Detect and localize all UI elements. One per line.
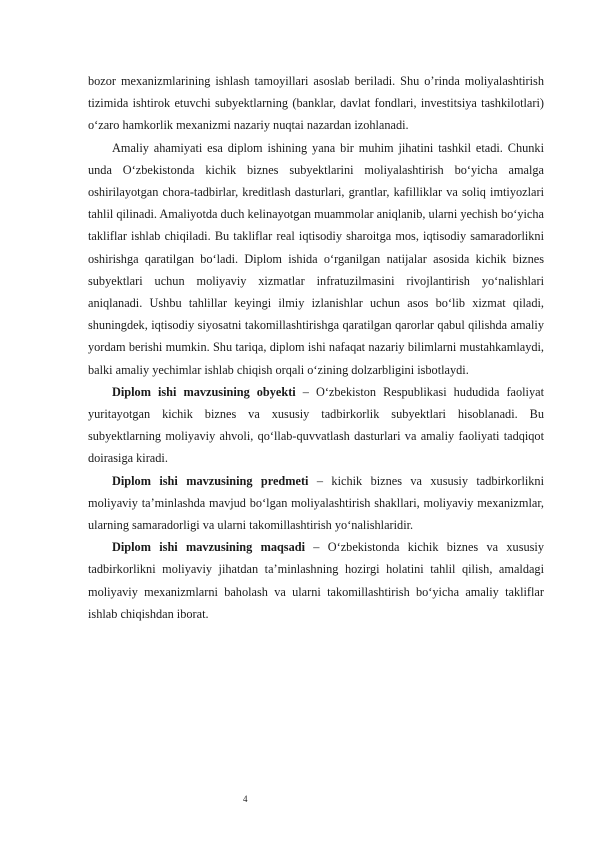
paragraph-goal bbox=[88, 536, 544, 625]
paragraph-practical-significance bbox=[88, 137, 544, 381]
paragraph-text: – O‘zbekistonda kichik biznes va xususiy tadbirkorlikni moliyaviy jihatdan ta’minlashning hozirgi holatini tahlil qilish, amaldagi moliyaviy mexanizmlarni baholash va ularni takomillashtirish bo‘yicha amaliy takliflar ishlab chiqishdan iborat. bbox=[88, 540, 544, 621]
paragraph-object bbox=[88, 381, 544, 470]
paragraph-text: Amaliy ahamiyati esa diplom ishining yana bir muhim jihatini tashkil etadi. Chunki unda O‘zbekistonda kichik biznes subyektlarini moliyalashtirish bo‘yicha amalga oshirilayotgan chora-tadbirlar, kreditlash dasturlari, grantlar, kafilliklar va soliq imtiyozlari tahlil qilinadi. Amaliyotda duch kelinayotgan muammolar aniqlanib, ularni yechish bo‘yicha takliflar ishlab chiqiladi. Bu takliflar real iqtisodiy sharoitga mos, iqtisodiy samaradorlikni oshirishga qaratilgan bo‘ladi. Diplom ishida o‘rganilgan natijalar asosida kichik biznes subyektlari uchun moliyaviy xizmatlar infratuzilmasini rivojlantirish yo‘nalishlari aniqlanadi. Ushbu tahlillar keyingi ilmiy izlanishlar uchun asos bo‘lib xizmat qiladi, shuningdek, iqtisodiy siyosatni takomillashtirishga qaratilgan qarorlar qabul qilishda amaliy yordam berishi mumkin. Shu tariqa, diplom ishi nafaqat nazariy bilimlarni mustahkamlaydi, balki amaliy yechimlar ishlab chiqish orqali o‘zining dolzarbligini isbotlaydi. bbox=[88, 140, 544, 377]
paragraph-subject bbox=[88, 470, 544, 537]
paragraph-theory bbox=[88, 70, 544, 137]
document-page bbox=[88, 70, 544, 625]
page-number: 4 bbox=[243, 794, 248, 804]
paragraph-text: – kichik biznes va xususiy tadbirkorlikni moliyaviy ta’minlashda mavjud bo‘lgan moliyalashtirish shakllari, moliyaviy mexanizmlar, ularning samaradorligi va ularni takomillashtirish yo‘nalishlaridir. bbox=[88, 473, 544, 533]
paragraph-heading: Diplom ishi mavzusining obyekti bbox=[112, 384, 296, 399]
paragraph-text: bozor mexanizmlarining ishlash tamoyillari asoslab beriladi. Shu o’rinda moliyalashtirish tizimida ishtirok etuvchi subyektlarning (banklar, davlat fondlari, investitsiya tashkilotlari) o‘zaro hamkorlik mexanizmi nazariy nuqtai nazardan izohlanadi. bbox=[88, 74, 544, 133]
paragraph-text: – O‘zbekiston Respublikasi hududida faoliyat yuritayotgan kichik biznes va xususiy tadbirkorlik subyektlari hisoblanadi. Bu subyektlarning moliyaviy ahvoli, qo‘llab-quvvatlash dasturlari va amaliy faoliyati tadqiqot doirasiga kiradi. bbox=[88, 384, 544, 466]
paragraph-heading: Diplom ishi mavzusining predmeti bbox=[112, 473, 309, 488]
paragraph-heading: Diplom ishi mavzusining maqsadi bbox=[112, 540, 305, 555]
